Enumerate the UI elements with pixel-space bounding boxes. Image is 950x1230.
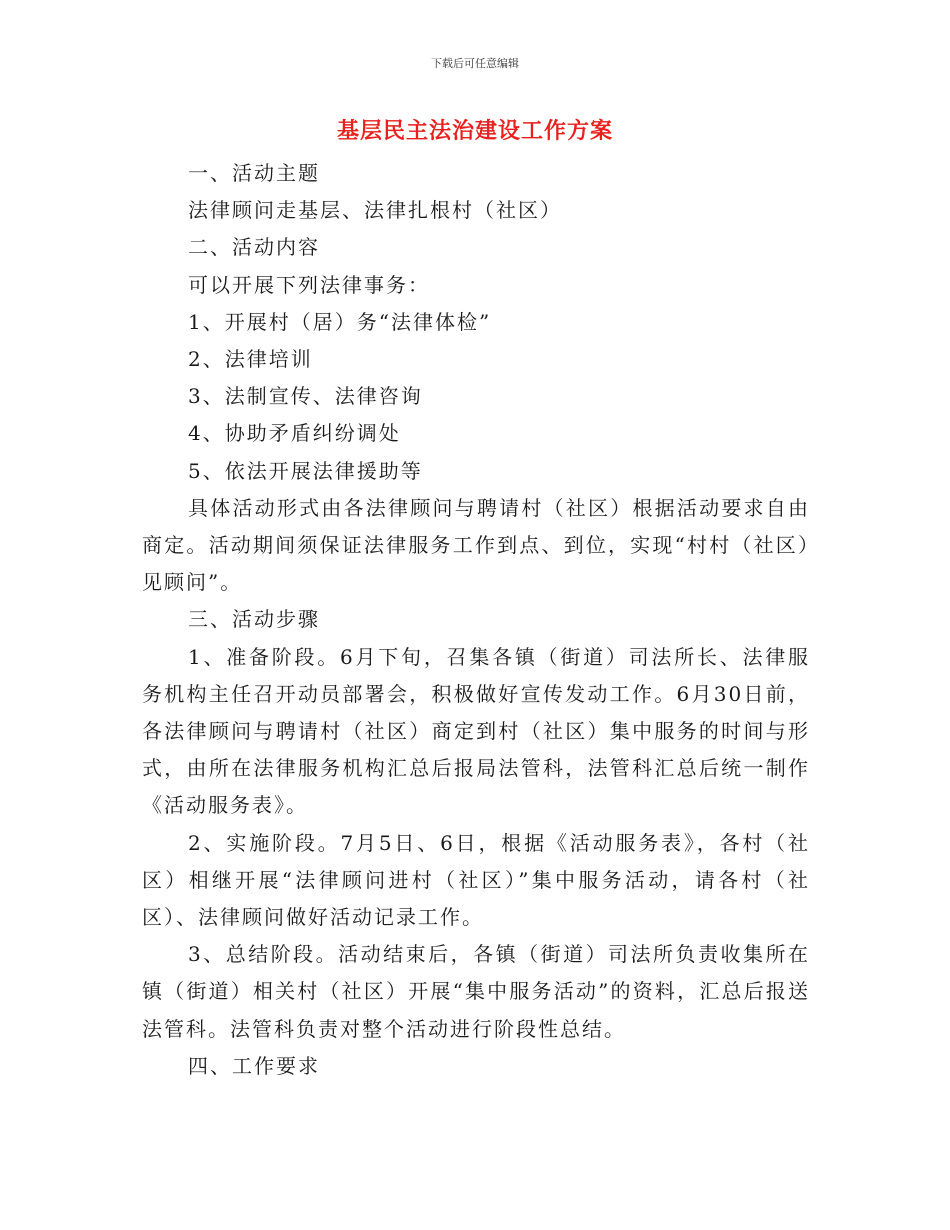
document-body	[142, 155, 810, 1085]
list-item: 4、协助矛盾纠纷调处	[188, 421, 401, 446]
list-item: 2、法律培训	[188, 347, 313, 372]
section-heading-steps: 三、活动步骤	[188, 607, 320, 632]
header-note: 下载后可任意编辑	[431, 57, 519, 70]
paragraph: 2、实施阶段。7月5日、6日，根据《活动服务表》，各村（社区）相继开展“法律顾问进村（社区）”集中服务活动，请各村（社区）、法律顾问做好活动记录工作。	[142, 830, 810, 930]
document-title: 基层民主法治建设工作方案	[336, 119, 613, 144]
section-heading-theme: 一、活动主题	[188, 161, 320, 185]
paragraph: 具体活动形式由各法律顾问与聘请村（社区）根据活动要求自由商定。活动期间须保证法律服务工作到点、到位，实现“村村（社区）见顾问”。	[142, 495, 810, 595]
section-heading-requirements: 四、工作要求	[188, 1053, 320, 1078]
paragraph: 3、总结阶段。活动结束后，各镇（街道）司法所负责收集所在镇（街道）相关村（社区）开展“集中服务活动”的资料，汇总后报送法管科。法管科负责对整个活动进行阶段性总结。	[142, 942, 810, 1041]
paragraph: 1、准备阶段。6月下旬，召集各镇（街道）司法所长、法律服务机构主任召开动员部署会，积极做好宣传发动工作。6月30日前，各法律顾问与聘请村（社区）商定到村（社区）集中服务的时间与形式，由所在法律服务机构汇总后报局法管科，法管科汇总后统一制作《活动服务表》。	[142, 644, 810, 818]
list-item: 3、法制宣传、法律咨询	[188, 384, 423, 409]
section-heading-content: 二、活动内容	[188, 235, 320, 260]
list-item: 5、依法开展法律援助等	[188, 458, 423, 483]
paragraph: 法律顾问走基层、法律扎根村（社区）	[188, 198, 562, 223]
paragraph: 可以开展下列法律事务：	[188, 272, 430, 297]
list-item: 1、开展村（居）务“法律体检”	[188, 309, 492, 334]
